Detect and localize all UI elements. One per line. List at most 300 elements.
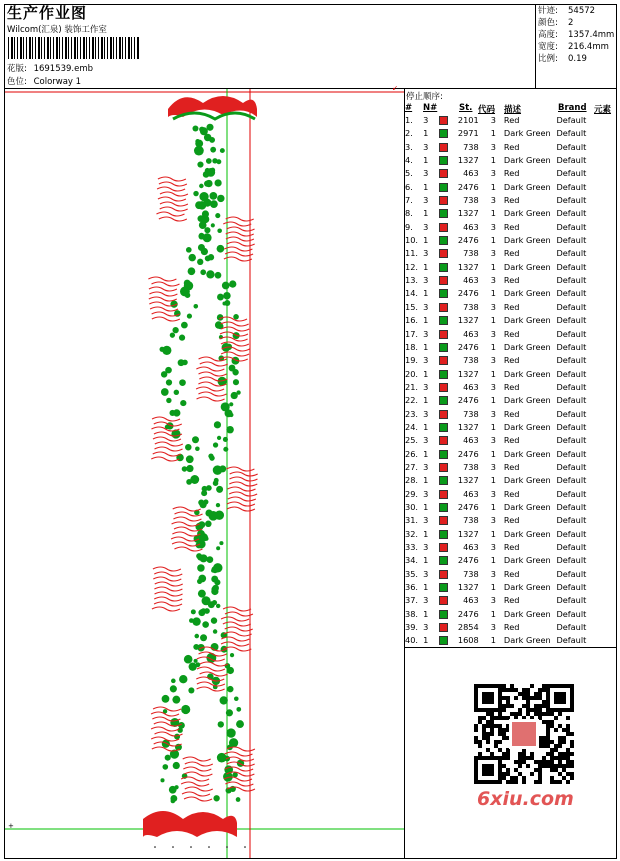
flower-stitch bbox=[221, 617, 249, 621]
stitch-count: 463 bbox=[463, 168, 479, 179]
stitch-count: 738 bbox=[463, 141, 479, 152]
color-swatch-cell bbox=[439, 474, 452, 487]
color-description: Red bbox=[503, 115, 520, 125]
leaf bbox=[193, 191, 198, 196]
leaf bbox=[197, 555, 202, 560]
color-description: Dark Green bbox=[503, 155, 551, 166]
color-description: Dark Green bbox=[503, 448, 551, 459]
thread-brand: Default bbox=[556, 435, 587, 446]
color-description: Dark Green bbox=[503, 528, 551, 539]
stop-number: 6. bbox=[405, 181, 413, 192]
leaf bbox=[200, 608, 206, 614]
stop-row bbox=[405, 554, 605, 567]
qr-module bbox=[566, 716, 570, 720]
flower-stitch bbox=[185, 762, 213, 766]
stat-colors-value: 2 bbox=[568, 18, 574, 28]
leaf bbox=[172, 696, 180, 704]
qr-finder bbox=[554, 692, 566, 704]
color-code: 3 bbox=[490, 595, 496, 606]
qr-module bbox=[558, 760, 562, 764]
qr-module bbox=[542, 684, 546, 688]
qr-module bbox=[530, 708, 534, 712]
leaf bbox=[188, 254, 196, 262]
stitch-count: 463 bbox=[463, 542, 479, 552]
qr-module bbox=[510, 712, 514, 716]
qr-module bbox=[566, 780, 570, 784]
qr-module bbox=[522, 780, 526, 784]
color-swatch-cell bbox=[439, 354, 452, 367]
color-code: 1 bbox=[490, 315, 496, 326]
leaf bbox=[174, 390, 179, 395]
stitch-count: 463 bbox=[463, 275, 479, 286]
stat-height-label: 高度: bbox=[538, 30, 558, 40]
flower-stitch bbox=[224, 752, 252, 756]
thread-brand: Default bbox=[556, 315, 587, 326]
qr-module bbox=[530, 684, 534, 688]
stop-row bbox=[405, 287, 605, 300]
flower-stitch bbox=[181, 777, 209, 781]
leaf bbox=[211, 588, 218, 595]
qr-module bbox=[570, 776, 574, 780]
thread-brand: Default bbox=[556, 568, 587, 579]
qr-module bbox=[550, 724, 554, 728]
leaf bbox=[216, 486, 223, 493]
stat-height-value: 1357.4mm bbox=[568, 30, 615, 40]
stitch-count: 738 bbox=[463, 301, 479, 312]
leaf bbox=[187, 313, 192, 318]
qr-module bbox=[486, 712, 490, 716]
stop-number: 4. bbox=[405, 155, 413, 166]
leaf bbox=[236, 720, 244, 728]
qr-module bbox=[510, 688, 514, 692]
stop-row bbox=[405, 381, 605, 394]
flower-stitch bbox=[183, 767, 211, 771]
flower-stitch bbox=[184, 797, 212, 801]
qr-module bbox=[542, 688, 546, 692]
qr-module bbox=[502, 772, 506, 776]
qr-module bbox=[502, 752, 506, 756]
flower-stitch bbox=[156, 212, 184, 216]
stop-row bbox=[405, 261, 605, 274]
flower-stitch bbox=[155, 582, 183, 586]
qr-module bbox=[566, 748, 570, 752]
embroidery-preview bbox=[5, 89, 404, 858]
color-description: Dark Green bbox=[503, 208, 551, 219]
stop-sequence-table bbox=[405, 114, 605, 648]
color-swatch-cell bbox=[439, 461, 452, 474]
needle-number: 1 bbox=[423, 448, 429, 459]
stop-row bbox=[405, 341, 605, 354]
stat-stitches-value: 54572 bbox=[568, 6, 596, 16]
qr-module bbox=[570, 760, 574, 764]
qr-module bbox=[474, 740, 478, 744]
needle-number: 1 bbox=[423, 582, 429, 593]
flower-stitch bbox=[200, 672, 228, 676]
flower-stitch bbox=[228, 497, 256, 501]
qr-module bbox=[534, 704, 538, 708]
color-description: Dark Green bbox=[503, 341, 551, 352]
qr-module bbox=[506, 756, 510, 760]
leaf bbox=[192, 126, 198, 132]
needle-number: 3 bbox=[423, 408, 429, 419]
color-code: 3 bbox=[490, 141, 496, 152]
leaf bbox=[208, 454, 213, 459]
qr-module bbox=[554, 728, 558, 732]
needle-number: 1 bbox=[423, 208, 429, 219]
qr-module bbox=[478, 752, 482, 756]
leaf bbox=[206, 124, 213, 131]
flower-stitch bbox=[219, 317, 247, 321]
color-swatch bbox=[439, 410, 448, 419]
stat-scale-value: 0.19 bbox=[568, 54, 587, 64]
flower-stitch bbox=[198, 392, 226, 396]
needle-number: 1 bbox=[423, 235, 429, 246]
stop-row bbox=[405, 634, 605, 647]
qr-module bbox=[482, 724, 486, 728]
leaf bbox=[205, 509, 212, 516]
leaf bbox=[171, 799, 176, 804]
thread-brand: Default bbox=[556, 501, 587, 512]
qr-module bbox=[534, 712, 538, 716]
color-code: 3 bbox=[490, 622, 496, 633]
color-swatch-cell bbox=[439, 514, 452, 527]
qr-module bbox=[550, 756, 554, 760]
leaf bbox=[169, 410, 175, 416]
stop-number: 35. bbox=[405, 568, 419, 579]
color-code: 3 bbox=[490, 355, 496, 366]
leaf bbox=[192, 617, 200, 625]
qr-module bbox=[502, 764, 506, 768]
flower-stitch bbox=[230, 472, 258, 476]
stop-row bbox=[405, 394, 605, 407]
color-swatch bbox=[439, 596, 448, 605]
leaf bbox=[200, 501, 207, 508]
stop-number: 38. bbox=[405, 608, 419, 619]
stop-row bbox=[405, 154, 605, 167]
stitch-count: 2971 bbox=[457, 128, 479, 139]
color-description: Red bbox=[503, 248, 520, 259]
needle-number: 3 bbox=[423, 622, 429, 633]
thread-brand: Default bbox=[556, 248, 587, 259]
qr-module bbox=[510, 776, 514, 780]
qr-module bbox=[482, 728, 486, 732]
flower-stitch bbox=[148, 277, 176, 281]
color-code: 1 bbox=[490, 181, 496, 192]
leaf bbox=[236, 390, 240, 394]
color-swatch bbox=[439, 490, 448, 499]
stop-number: 12. bbox=[405, 261, 419, 272]
flower-stitch bbox=[200, 662, 228, 666]
leaf bbox=[212, 600, 217, 605]
leaf bbox=[226, 426, 233, 433]
jump-stitch-dot bbox=[154, 846, 156, 848]
leaf bbox=[230, 653, 234, 657]
top-scallop-edge bbox=[173, 113, 255, 119]
qr-module bbox=[566, 756, 570, 760]
stop-number: 31. bbox=[405, 515, 419, 526]
qr-module bbox=[546, 712, 550, 716]
col-element: 元素 bbox=[594, 105, 612, 115]
flower-stitch bbox=[153, 452, 181, 456]
color-swatch-cell bbox=[439, 141, 452, 154]
leaf bbox=[188, 687, 194, 693]
leaf bbox=[216, 546, 220, 550]
qr-module bbox=[562, 752, 566, 756]
stop-number: 21. bbox=[405, 381, 419, 392]
stop-number: 7. bbox=[405, 195, 413, 206]
qr-code bbox=[473, 683, 575, 785]
stitch-count: 1327 bbox=[457, 528, 479, 539]
stop-row bbox=[405, 301, 605, 314]
stitch-count: 2476 bbox=[457, 448, 479, 459]
color-swatch bbox=[439, 370, 448, 379]
flower-stitch bbox=[199, 372, 227, 376]
leaf bbox=[159, 347, 164, 352]
leaf bbox=[165, 755, 171, 761]
stitch-count: 1608 bbox=[457, 635, 479, 646]
leaf bbox=[197, 564, 205, 572]
qr-module bbox=[502, 704, 506, 708]
color-code: 1 bbox=[490, 341, 496, 352]
color-swatch bbox=[439, 450, 448, 459]
qr-module bbox=[558, 712, 562, 716]
qr-module bbox=[478, 720, 482, 724]
qr-module bbox=[562, 776, 566, 780]
thread-brand: Default bbox=[556, 341, 587, 352]
qr-module bbox=[486, 720, 490, 724]
thread-brand: Default bbox=[556, 261, 587, 272]
color-code: 1 bbox=[490, 368, 496, 379]
leaf bbox=[226, 709, 233, 716]
leaf bbox=[217, 294, 224, 301]
stop-number: 36. bbox=[405, 582, 419, 593]
leaf bbox=[229, 402, 233, 406]
color-swatch-cell bbox=[439, 581, 452, 594]
qr-module bbox=[526, 696, 530, 700]
color-swatch bbox=[439, 330, 448, 339]
color-description: Dark Green bbox=[503, 395, 551, 406]
leaf bbox=[174, 734, 180, 740]
color-swatch bbox=[439, 129, 448, 138]
needle-number: 3 bbox=[423, 515, 429, 526]
color-description: Dark Green bbox=[503, 421, 551, 432]
thread-brand: Default bbox=[556, 542, 587, 552]
leaf bbox=[214, 421, 221, 428]
qr-module bbox=[514, 688, 518, 692]
leaf bbox=[222, 282, 230, 290]
qr-module bbox=[542, 760, 546, 764]
leaf bbox=[211, 576, 218, 583]
qr-module bbox=[498, 740, 502, 744]
stitch-count: 2476 bbox=[457, 235, 479, 246]
leaf bbox=[223, 447, 228, 452]
qr-module bbox=[486, 736, 490, 740]
color-code: 3 bbox=[490, 115, 496, 125]
needle-number: 1 bbox=[423, 341, 429, 352]
qr-module bbox=[558, 724, 562, 728]
flower-stitch bbox=[196, 367, 224, 371]
stop-number: 10. bbox=[405, 235, 419, 246]
color-swatch-cell bbox=[439, 314, 452, 327]
color-swatch-cell bbox=[439, 541, 452, 554]
leaf bbox=[215, 213, 220, 218]
stop-number: 30. bbox=[405, 501, 419, 512]
leaf bbox=[206, 556, 213, 563]
stop-number: 22. bbox=[405, 395, 419, 406]
thread-brand: Default bbox=[556, 622, 587, 633]
leaf bbox=[233, 314, 239, 320]
needle-number: 1 bbox=[423, 475, 429, 486]
color-swatch bbox=[439, 143, 448, 152]
leaf bbox=[229, 413, 233, 417]
color-description: Red bbox=[503, 568, 520, 579]
col-description: 描述 bbox=[504, 105, 522, 115]
qr-module bbox=[562, 768, 566, 772]
stop-row bbox=[405, 247, 605, 260]
jump-stitch-dot bbox=[172, 846, 174, 848]
color-swatch bbox=[439, 116, 448, 125]
qr-module bbox=[566, 760, 570, 764]
leaf bbox=[186, 455, 194, 463]
qr-module bbox=[550, 780, 554, 784]
jump-stitch-dot bbox=[190, 846, 192, 848]
stop-row bbox=[405, 127, 605, 140]
stop-row bbox=[405, 194, 605, 207]
color-swatch-cell bbox=[439, 274, 452, 287]
flower-stitch bbox=[224, 247, 252, 251]
color-description: Red bbox=[503, 221, 520, 232]
qr-module bbox=[538, 768, 542, 772]
thread-brand: Default bbox=[556, 221, 587, 232]
qr-module bbox=[482, 732, 486, 736]
flower-stitch bbox=[225, 627, 253, 631]
qr-module bbox=[542, 736, 546, 740]
flower-stitch bbox=[226, 217, 254, 221]
qr-module bbox=[570, 764, 574, 768]
flower-stitch bbox=[154, 572, 182, 576]
qr-module bbox=[570, 752, 574, 756]
color-description: Dark Green bbox=[503, 368, 551, 379]
color-swatch-cell bbox=[439, 247, 452, 260]
flower-stitch bbox=[157, 187, 185, 191]
leaf bbox=[209, 137, 215, 143]
qr-module bbox=[558, 736, 562, 740]
leaf bbox=[219, 465, 226, 472]
stitch-count: 2476 bbox=[457, 555, 479, 566]
qr-module bbox=[490, 712, 494, 716]
flower-stitch bbox=[197, 667, 225, 671]
color-code: 1 bbox=[490, 235, 496, 246]
qr-module bbox=[550, 752, 554, 756]
color-swatch bbox=[439, 303, 448, 312]
stop-number: 14. bbox=[405, 288, 419, 299]
stitch-count: 463 bbox=[463, 488, 479, 499]
stop-row bbox=[405, 461, 605, 474]
stop-number: 40. bbox=[405, 635, 419, 646]
leaf bbox=[206, 270, 214, 278]
color-description: Red bbox=[503, 275, 520, 286]
qr-module bbox=[530, 756, 534, 760]
needle-number: 3 bbox=[423, 488, 429, 499]
studio-name: Wilcom(汇泉) 装饰工作室 bbox=[7, 25, 107, 35]
leaf bbox=[195, 662, 200, 667]
leaf bbox=[229, 280, 236, 287]
stop-number: 25. bbox=[405, 435, 419, 446]
qr-module bbox=[518, 708, 522, 712]
stitch-count: 2476 bbox=[457, 288, 479, 299]
stop-number: 18. bbox=[405, 341, 419, 352]
color-code: 3 bbox=[490, 488, 496, 499]
qr-module bbox=[562, 736, 566, 740]
thread-brand: Default bbox=[556, 301, 587, 312]
color-code: 1 bbox=[490, 448, 496, 459]
stat-width-label: 宽度: bbox=[538, 42, 558, 52]
qr-module bbox=[550, 740, 554, 744]
needle-number: 3 bbox=[423, 141, 429, 152]
lace-pattern bbox=[143, 96, 258, 848]
qr-module bbox=[550, 768, 554, 772]
leaf bbox=[201, 248, 208, 255]
leaf bbox=[184, 280, 191, 287]
stitch-count: 738 bbox=[463, 355, 479, 366]
leaf bbox=[166, 398, 171, 403]
color-swatch-cell bbox=[439, 328, 452, 341]
qr-module bbox=[570, 732, 574, 736]
leaf bbox=[186, 479, 192, 485]
leaf bbox=[213, 442, 218, 447]
leaf bbox=[204, 227, 210, 233]
needle-number: 3 bbox=[423, 248, 429, 259]
qr-module bbox=[502, 728, 506, 732]
color-description: Dark Green bbox=[503, 128, 551, 139]
color-code: 1 bbox=[490, 475, 496, 486]
color-swatch-cell bbox=[439, 394, 452, 407]
color-swatch bbox=[439, 316, 448, 325]
leaf bbox=[218, 721, 224, 727]
color-swatch bbox=[439, 356, 448, 365]
color-swatch bbox=[439, 610, 448, 619]
flower-stitch bbox=[182, 792, 210, 796]
needle-number: 3 bbox=[423, 381, 429, 392]
qr-module bbox=[502, 688, 506, 692]
flower-stitch bbox=[196, 387, 224, 391]
color-code: 1 bbox=[490, 421, 496, 432]
thread-brand: Default bbox=[556, 555, 587, 566]
qr-module bbox=[494, 724, 498, 728]
color-swatch-cell bbox=[439, 234, 452, 247]
stitch-count: 463 bbox=[463, 595, 479, 606]
qr-module bbox=[474, 728, 478, 732]
stop-row bbox=[405, 274, 605, 287]
stop-number: 8. bbox=[405, 208, 413, 219]
color-swatch-cell bbox=[439, 181, 452, 194]
leaf bbox=[179, 335, 185, 341]
jump-stitch-dot bbox=[226, 846, 228, 848]
stitch-count: 463 bbox=[463, 435, 479, 446]
needle-number: 1 bbox=[423, 181, 429, 192]
color-swatch-cell bbox=[439, 114, 452, 127]
bottom-scallop bbox=[143, 811, 237, 837]
qr-module bbox=[550, 764, 554, 768]
stop-number: 1. bbox=[405, 115, 413, 125]
thread-brand: Default bbox=[556, 595, 587, 606]
color-swatch bbox=[439, 516, 448, 525]
qr-module bbox=[514, 760, 518, 764]
stop-number: 16. bbox=[405, 315, 419, 326]
leaf bbox=[200, 634, 207, 641]
leaf bbox=[217, 195, 224, 202]
color-swatch-cell bbox=[439, 554, 452, 567]
